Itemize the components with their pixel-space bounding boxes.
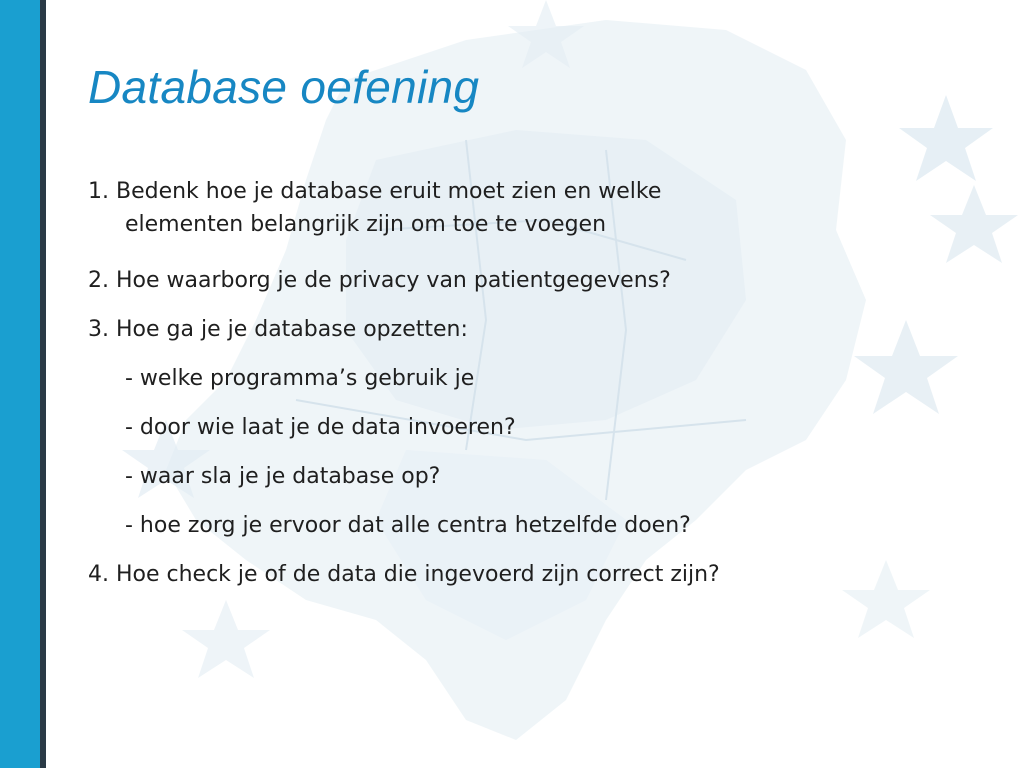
list-item-1-continuation: elementen belangrijk zijn om toe te voegen xyxy=(125,212,607,237)
list-item-1: 1. Bedenk hoe je database eruit moet zien en welke xyxy=(88,179,662,204)
list-item-3: 3. Hoe ga je je database opzetten: xyxy=(88,317,468,342)
list-item-2: 2. Hoe waarborg je de privacy van patientgegevens? xyxy=(88,268,671,293)
slide-title: Database oefening xyxy=(88,61,480,113)
sub-item-data-entry: - door wie laat je de data invoeren? xyxy=(125,415,516,440)
star-decoration xyxy=(899,95,993,181)
sub-item-programs: - welke programma’s gebruik je xyxy=(125,366,475,391)
slide-body xyxy=(88,170,988,602)
accent-sidebar xyxy=(0,0,40,768)
list-item-4: 4. Hoe check je of de data die ingevoerd zijn correct zijn? xyxy=(88,562,720,587)
sub-item-consistency: - hoe zorg je ervoor dat alle centra hetzelfde doen? xyxy=(125,513,691,538)
star-decoration xyxy=(182,600,270,678)
sub-item-storage: - waar sla je je database op? xyxy=(125,464,441,489)
